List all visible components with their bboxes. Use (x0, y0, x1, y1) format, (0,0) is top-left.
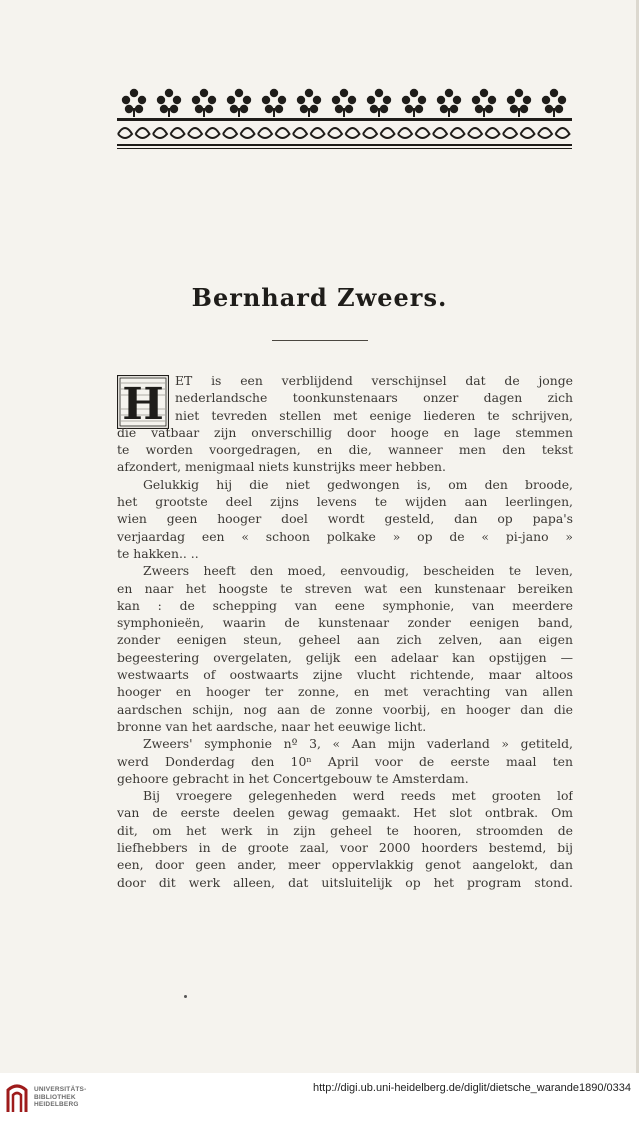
text-line: te worden voorgedragen, en die, wanneer men den tekst (117, 442, 573, 458)
text-line: bronne van het aardsche, naar het eeuwige licht. (117, 718, 427, 734)
institution-line-1: UNIVERSITÄTS- (34, 1086, 87, 1093)
text-line: ET is een verblijdend verschijnsel dat de jonge (175, 373, 573, 388)
article-body (117, 372, 573, 891)
text-line: afzondert, menigmaal niets kunstrijks meer hebben. (117, 459, 446, 475)
text-line: Zweers heeft den moed, eenvoudig, bescheiden te leven, (143, 563, 573, 579)
text-line: begeestering overgelaten, gelijk een adelaar kan opstijgen — (117, 649, 573, 665)
text-line: een, door geen ander, meer oppervlakkig genot aangelokt, dan (117, 857, 573, 873)
svg-text:H: H (122, 379, 164, 429)
text-line: kan : de schepping van eene symphonie, van meerdere (117, 597, 573, 613)
text-line: te hakken.. .. (117, 545, 199, 561)
institution-name (34, 1086, 86, 1109)
footer-bar (0, 1073, 639, 1123)
text-line: hooger en hooger ter zonne, en met verachting van allen (117, 684, 573, 700)
institution-line-3: HEIDELBERG (34, 1101, 79, 1108)
text-line: werd Donderdag den 10ⁿ April voor de eerste maal ten (117, 753, 573, 769)
text-line: wien geen hooger doel wordt gesteld, dan op papa's (117, 511, 573, 527)
text-line: verjaardag een « schoon polkake » op de « pi-jano » (117, 528, 573, 544)
text-line: liefhebbers in de groote zaal, voor 2000 hoorders bestemd, bij (117, 840, 573, 856)
university-logo-icon (6, 1082, 28, 1114)
text-line: het grootste deel zijns levens te wijden aan leerlingen, (117, 494, 573, 510)
source-url-link[interactable]: http://digi.ub.uni-heidelberg.de/diglit/dietsche_warande1890/0334 (312, 1082, 631, 1094)
text-line: die vatbaar zijn onverschillig door hooge en lage stemmen (117, 424, 573, 440)
decorative-header-ornament (117, 88, 572, 150)
text-line: aardschen schijn, nog aan de zonne voorbij, en hooger dan die (117, 701, 573, 717)
text-line: Gelukkig hij die niet gedwongen is, om den broode, (143, 476, 573, 492)
text-line: en naar het hoogste te streven wat een kunstenaar bereiken (117, 580, 573, 596)
ink-speck (184, 995, 187, 998)
article-title: Bernhard Zweers. (191, 283, 448, 312)
text-line: van de eerste deelen gewag gemaakt. Het slot ontbrak. Om (117, 805, 573, 821)
institution-line-2: BIBLIOTHEK (34, 1093, 76, 1101)
text-line: Bij vroegere gelegenheden werd reeds met grooten lof (143, 788, 573, 804)
text-line: dit, om het werk in zijn geheel te hooren, stroomden de (117, 822, 573, 838)
text-line: symphonieën, waarin de kunstenaar zonder eenigen band, (117, 615, 573, 631)
text-line: nederlandsche toonkunstenaars onzer dagen zich (175, 390, 573, 406)
text-line: Zweers' symphonie nº 3, « Aan mijn vaderland » getiteld, (143, 736, 573, 752)
text-line: zonder eenigen steun, geheel aan zich zelven, aan eigen (117, 632, 573, 648)
text-line: gehoore gebracht in het Concertgebouw te Amsterdam. (117, 770, 469, 786)
text-line: niet tevreden stellen met eenige liederen te schrijven, (175, 407, 573, 423)
title-divider (272, 340, 368, 341)
text-line: westwaarts of oostwaarts zijne vlucht richtende, maar altoos (117, 667, 573, 683)
text-line: door dit werk alleen, dat uitsluitelijk op het program stond. (117, 874, 573, 890)
